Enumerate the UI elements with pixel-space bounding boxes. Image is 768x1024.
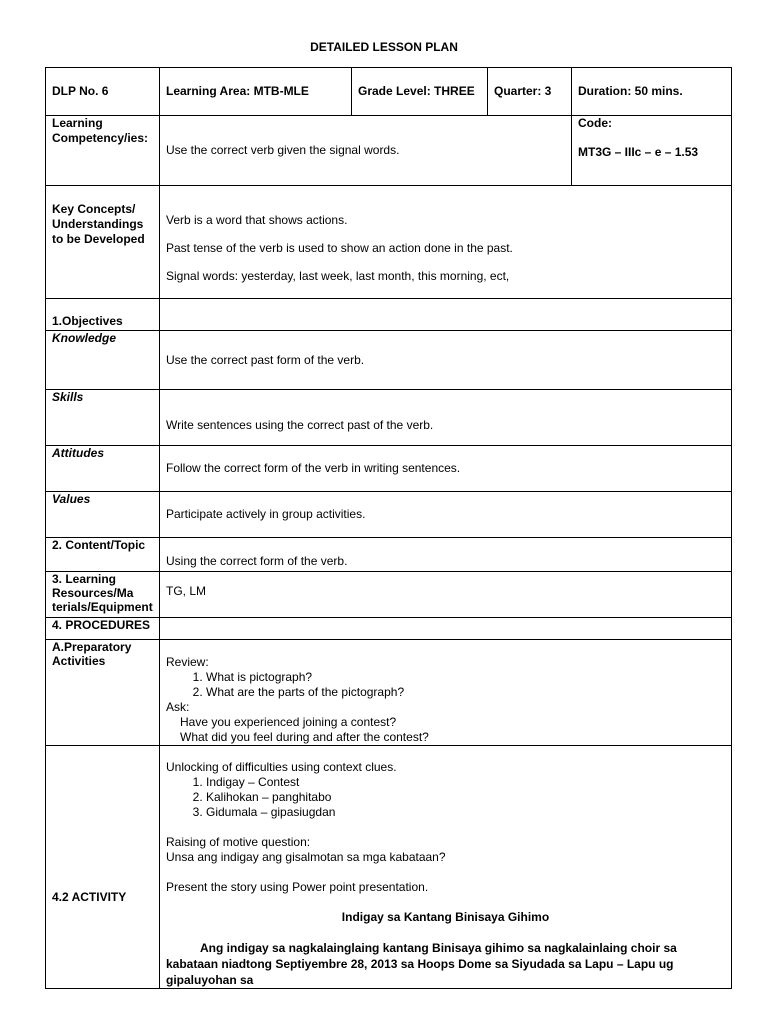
- motive-label: Raising of motive question:: [166, 835, 311, 849]
- attitudes-label: Attitudes: [46, 446, 160, 492]
- activity-text: [160, 746, 732, 989]
- review-label: Review:: [166, 655, 209, 669]
- document-title: DETAILED LESSON PLAN: [310, 40, 458, 54]
- resources-label: 3. Learning Resources/Ma terials/Equipment: [46, 572, 160, 618]
- lesson-plan-table: [45, 67, 732, 989]
- procedures-row: [46, 618, 732, 640]
- story-paragraph: Ang indigay sa nagkalainglaing kantang Binisaya gihimo sa nagkalainlaing choir sa kabataan niadtong Septiyembre 28, 2013 sa Hoops Dome sa Siyudada sa Lapu – Lapu ug gipaluyohan sa: [166, 941, 677, 987]
- quarter: Quarter: 3: [488, 68, 572, 116]
- content-text: Using the correct form of the verb.: [160, 538, 732, 572]
- header-row: [46, 68, 732, 116]
- code-value: MT3G – IIIc – e – 1.53: [578, 145, 699, 159]
- preparatory-text: [160, 640, 732, 746]
- competency-row: [46, 116, 732, 186]
- key-concept-line: Past tense of the verb is used to show an action done in the past.: [166, 241, 513, 255]
- learning-area: Learning Area: MTB-MLE: [160, 68, 352, 116]
- grade-level: [352, 68, 488, 116]
- motive-question: Unsa ang indigay ang gisalmotan sa mga kabataan?: [166, 850, 446, 864]
- list-item: 1. What is pictograph?: [206, 670, 725, 685]
- story-title: Indigay sa Kantang Binisaya Gihimo: [341, 910, 550, 924]
- key-concept-line: Verb is a word that shows actions.: [166, 213, 348, 227]
- resources-row: [46, 572, 732, 618]
- knowledge-row: [46, 331, 732, 390]
- knowledge-text: Use the correct past form of the verb.: [160, 331, 732, 390]
- values-text: Participate actively in group activities.: [160, 492, 732, 538]
- objectives-label: 1.Objectives: [46, 299, 160, 331]
- grade-level-value: : THREE: [426, 84, 475, 98]
- preparatory-row: [46, 640, 732, 746]
- vocabulary-list: [166, 775, 725, 820]
- review-list: [166, 670, 725, 700]
- attitudes-text: Follow the correct form of the verb in writing sentences.: [160, 446, 732, 492]
- list-item: 2. What are the parts of the pictograph?: [206, 685, 725, 700]
- present-text: Present the story using Power point presentation.: [166, 880, 429, 894]
- grade-level-label: Grade Level: [358, 84, 427, 98]
- activity-label: 4.2 ACTIVITY: [46, 746, 160, 989]
- key-concept-line: Signal words: yesterday, last week, last month, this morning, ect,: [166, 269, 510, 283]
- key-concepts-label: Key Concepts/ Understandings to be Developed: [46, 186, 160, 299]
- content-label: 2. Content/Topic: [46, 538, 160, 572]
- code-cell: [572, 116, 732, 186]
- activity-row: [46, 746, 732, 989]
- list-item: 1. Indigay – Contest: [206, 775, 725, 790]
- dlp-number: DLP No. 6: [46, 68, 160, 116]
- attitudes-row: [46, 446, 732, 492]
- preparatory-label: A.Preparatory Activities: [46, 640, 160, 746]
- competency-label: Learning Competency/ies:: [46, 116, 160, 186]
- resources-text: TG, LM: [160, 572, 732, 618]
- key-concepts-text: [160, 186, 732, 299]
- objectives-row: [46, 299, 732, 331]
- skills-label: Skills: [46, 390, 160, 446]
- knowledge-label: Knowledge: [46, 331, 160, 390]
- skills-text: Write sentences using the correct past of the verb.: [160, 390, 732, 446]
- content-row: [46, 538, 732, 572]
- skills-row: [46, 390, 732, 446]
- duration: Duration: 50 mins.: [572, 68, 732, 116]
- ask-label: Ask:: [166, 700, 190, 714]
- procedures-label: 4. PROCEDURES: [46, 618, 160, 640]
- code-label: Code:: [578, 116, 612, 130]
- ask-line: What did you feel during and after the contest?: [180, 730, 429, 744]
- values-label: Values: [46, 492, 160, 538]
- ask-line: Have you experienced joining a contest?: [180, 715, 397, 729]
- list-item: 2. Kalihokan – panghitabo: [206, 790, 725, 805]
- key-concepts-row: [46, 186, 732, 299]
- values-row: [46, 492, 732, 538]
- unlocking-text: Unlocking of difficulties using context clues.: [166, 760, 397, 774]
- list-item: 3. Gidumala – gipasiugdan: [206, 805, 725, 820]
- competency-text: Use the correct verb given the signal words.: [160, 116, 572, 186]
